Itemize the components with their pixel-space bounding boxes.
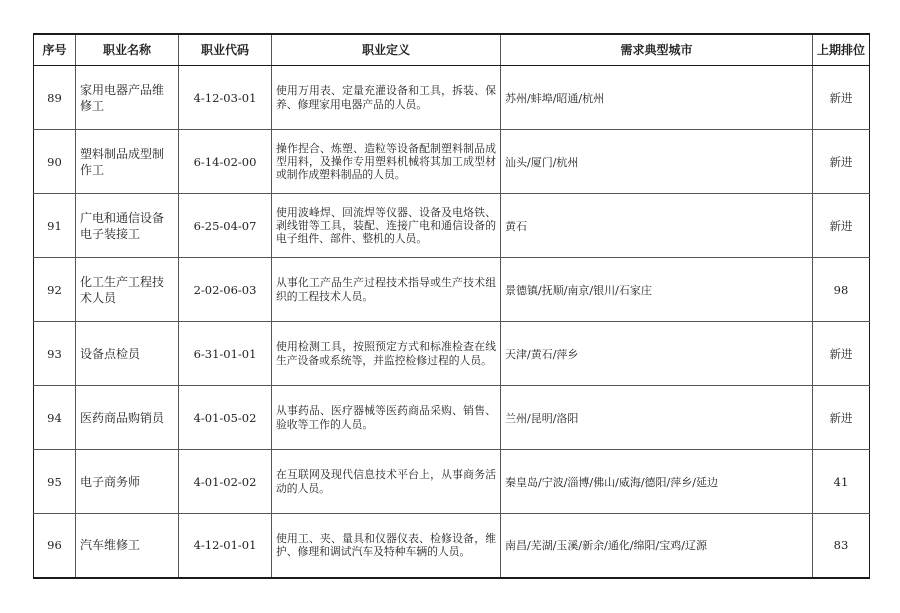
cell-code: 6-25-04-07: [179, 194, 272, 258]
cell-definition: 使用波峰焊、回流焊等仪器、设备及电烙铁、剥线钳等工具，装配、连接广电和通信设备的电子组件、部件、整机的人员。: [272, 194, 501, 258]
cell-name: 医药商品购销员: [76, 386, 179, 450]
cell-definition: 使用工、夹、量具和仪器仪表、检修设备，维护、修理和调试汽车及特种车辆的人员。: [272, 514, 501, 578]
header-prev-rank: 上期排位: [813, 34, 870, 66]
cell-name: 汽车维修工: [76, 514, 179, 578]
cell-prev-rank: 41: [813, 450, 870, 514]
cell-prev-rank: 新进: [813, 66, 870, 130]
table-row: [34, 66, 870, 130]
cell-prev-rank: 83: [813, 514, 870, 578]
cell-cities: 黄石: [501, 194, 813, 258]
cell-seq: 90: [34, 130, 76, 194]
cell-cities: 兰州/昆明/洛阳: [501, 386, 813, 450]
cell-code: 4-12-03-01: [179, 66, 272, 130]
cell-seq: 94: [34, 386, 76, 450]
cell-seq: 93: [34, 322, 76, 386]
cell-seq: 92: [34, 258, 76, 322]
cell-definition: 使用检测工具，按照预定方式和标准检查在线生产设备或系统等，并监控检修过程的人员。: [272, 322, 501, 386]
cell-prev-rank: 新进: [813, 322, 870, 386]
cell-definition: 在互联网及现代信息技术平台上，从事商务活动的人员。: [272, 450, 501, 514]
table-row: [34, 450, 870, 514]
table-row: [34, 194, 870, 258]
cell-prev-rank: 新进: [813, 194, 870, 258]
table-row: [34, 322, 870, 386]
cell-code: 2-02-06-03: [179, 258, 272, 322]
cell-code: 4-01-05-02: [179, 386, 272, 450]
cell-seq: 96: [34, 514, 76, 578]
cell-cities: 南昌/芜湖/玉溪/新余/通化/绵阳/宝鸡/辽源: [501, 514, 813, 578]
cell-code: 6-14-02-00: [179, 130, 272, 194]
cell-name: 广电和通信设备电子装接工: [76, 194, 179, 258]
cell-definition: 从事化工产品生产过程技术指导或生产技术组织的工程技术人员。: [272, 258, 501, 322]
table-row: [34, 386, 870, 450]
cell-seq: 95: [34, 450, 76, 514]
cell-cities: 景德镇/抚顺/南京/银川/石家庄: [501, 258, 813, 322]
cell-code: 4-12-01-01: [179, 514, 272, 578]
cell-cities: 天津/黄石/萍乡: [501, 322, 813, 386]
cell-prev-rank: 98: [813, 258, 870, 322]
table-header-row: [34, 34, 870, 66]
header-definition: 职业定义: [272, 34, 501, 66]
cell-name: 化工生产工程技术人员: [76, 258, 179, 322]
cell-name: 家用电器产品维修工: [76, 66, 179, 130]
occupation-table: [33, 33, 870, 579]
cell-seq: 89: [34, 66, 76, 130]
cell-name: 塑料制品成型制作工: [76, 130, 179, 194]
cell-name: 电子商务师: [76, 450, 179, 514]
cell-cities: 汕头/厦门/杭州: [501, 130, 813, 194]
cell-code: 4-01-02-02: [179, 450, 272, 514]
cell-prev-rank: 新进: [813, 386, 870, 450]
cell-definition: 操作捏合、炼塑、造粒等设备配制塑料制品成型用料，及操作专用塑料机械将其加工成型材或制作成塑料制品的人员。: [272, 130, 501, 194]
header-seq: 序号: [34, 34, 76, 66]
cell-definition: 从事药品、医疗器械等医药商品采购、销售、验收等工作的人员。: [272, 386, 501, 450]
cell-definition: 使用万用表、定量充灌设备和工具，拆装、保养、修理家用电器产品的人员。: [272, 66, 501, 130]
cell-prev-rank: 新进: [813, 130, 870, 194]
table-row: [34, 130, 870, 194]
document-page: [33, 33, 869, 579]
header-name: 职业名称: [76, 34, 179, 66]
table-row: [34, 258, 870, 322]
cell-name: 设备点检员: [76, 322, 179, 386]
cell-seq: 91: [34, 194, 76, 258]
header-cities: 需求典型城市: [501, 34, 813, 66]
cell-code: 6-31-01-01: [179, 322, 272, 386]
table-row: [34, 514, 870, 578]
cell-cities: 苏州/蚌埠/昭通/杭州: [501, 66, 813, 130]
cell-cities: 秦皇岛/宁波/淄博/佛山/威海/德阳/萍乡/延边: [501, 450, 813, 514]
header-code: 职业代码: [179, 34, 272, 66]
